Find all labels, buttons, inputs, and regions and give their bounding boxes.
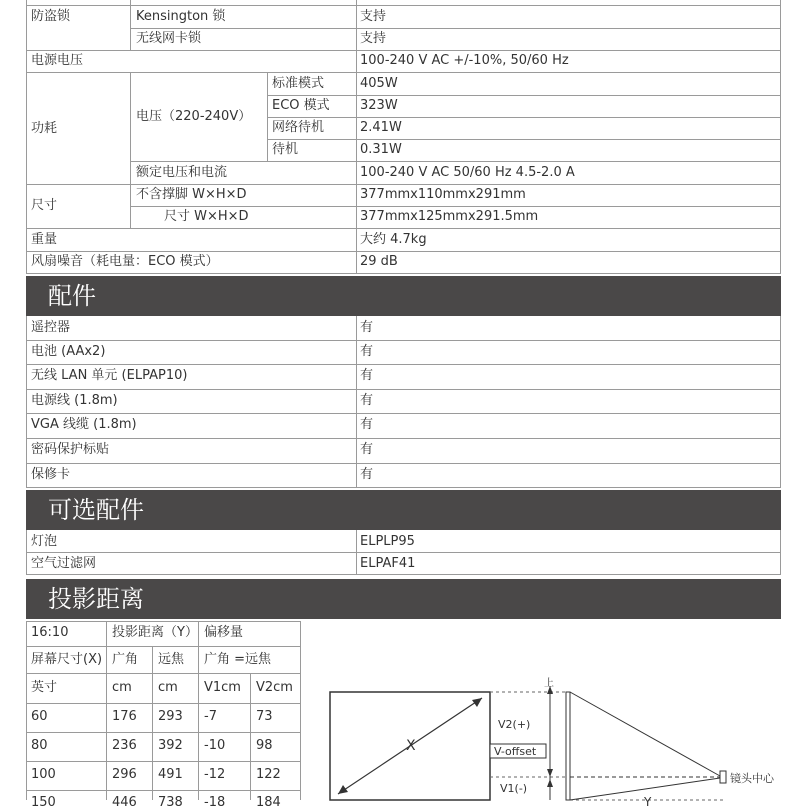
screen-size-label: 屏幕尺寸(X)	[31, 652, 103, 667]
wlan-lock-value: 支持	[360, 31, 387, 46]
accessory-value: 有	[360, 320, 374, 335]
power-voltage-value: 100-240 V AC +/-10%, 50/60 Hz	[360, 53, 569, 68]
accessory-name: 电池 (AAx2)	[31, 344, 106, 359]
table-cell: 122	[256, 767, 281, 782]
optional-name: 灯泡	[31, 534, 58, 549]
weight-label: 重量	[31, 232, 58, 247]
table-cell: 236	[112, 738, 137, 753]
unit-inch: 英寸	[31, 680, 58, 695]
dim-no-feet-label: 不含撑脚 W×H×D	[136, 187, 247, 202]
accessories-header	[26, 276, 781, 316]
accessory-name: 密码保护标贴	[31, 442, 110, 457]
mode-standard-label: 标准模式	[272, 76, 325, 91]
weight-value: 大约 4.7kg	[360, 232, 427, 247]
power-consumption-label: 功耗	[31, 121, 58, 136]
dim-value: 377mmx125mmx291.5mm	[360, 209, 539, 224]
table-cell: -12	[204, 767, 226, 782]
mode-standby-value: 0.31W	[360, 142, 402, 157]
lens-icon	[720, 771, 726, 783]
table-cell: 293	[158, 709, 183, 724]
top-label: 上	[544, 678, 554, 689]
optional-header	[26, 490, 781, 530]
voffset-label: V-offset	[494, 745, 537, 758]
throw-distance-label: 投影距离（Y）	[112, 625, 198, 640]
screen-side	[566, 692, 570, 800]
mode-eco-label: ECO 模式	[272, 98, 330, 113]
accessory-value: 有	[360, 368, 374, 383]
table-cell: -18	[204, 795, 226, 810]
accessory-value: 有	[360, 417, 374, 432]
arrow-up-icon	[547, 779, 553, 787]
accessory-name: 保修卡	[31, 467, 71, 482]
accessory-name: 无线 LAN 单元 (ELPAP10)	[31, 368, 188, 383]
fan-noise-label: 风扇噪音（耗电量：ECO 模式）	[31, 254, 219, 269]
unit-v2cm: V2cm	[256, 680, 293, 695]
kensington-label: Kensington 锁	[136, 9, 226, 24]
diagram-y-label: Y	[644, 795, 652, 809]
table-cell: 150	[31, 795, 56, 810]
wide-label: 广角	[112, 652, 139, 667]
table-cell: 184	[256, 795, 281, 810]
optional-value: ELPLP95	[360, 534, 415, 549]
accessory-name: VGA 线缆 (1.8m)	[31, 417, 137, 432]
dim-label: 尺寸 W×H×D	[164, 209, 249, 224]
accessory-name: 电源线 (1.8m)	[31, 393, 118, 408]
table-cell: 738	[158, 795, 183, 810]
table-cell: 392	[158, 738, 183, 753]
table-cell: 491	[158, 767, 183, 782]
projection-header	[26, 579, 781, 619]
v2-label: V2(+)	[498, 718, 531, 731]
anti-theft-label: 防盗锁	[31, 9, 71, 24]
projection-title: 投影距离	[48, 585, 144, 613]
dimensions-label: 尺寸	[31, 198, 58, 213]
arrow-head-icon	[338, 785, 348, 794]
projection-diagram	[320, 670, 790, 809]
accessory-value: 有	[360, 393, 374, 408]
arrow-down-icon	[547, 769, 553, 777]
optional-title: 可选配件	[48, 496, 144, 524]
tele-label: 远焦	[158, 652, 185, 667]
accessory-name: 遥控器	[31, 320, 71, 335]
table-cell: 73	[256, 709, 273, 724]
table-cell: 80	[31, 738, 48, 753]
table-cell: 60	[31, 709, 48, 724]
mode-eco-value: 323W	[360, 98, 398, 113]
arrow-head-icon	[472, 698, 482, 707]
voltage-range-label: 电压（220-240V）	[136, 109, 252, 124]
offset-label: 偏移量	[204, 625, 244, 640]
mode-standard-value: 405W	[360, 76, 398, 91]
aspect-ratio-label: 16:10	[31, 625, 69, 640]
wlan-lock-label: 无线网卡锁	[136, 31, 202, 46]
table-cell: 296	[112, 767, 137, 782]
table-cell: 98	[256, 738, 273, 753]
wide-eq-tele-label: 广角 =远焦	[204, 652, 272, 667]
lens-center-label: 镜头中心	[730, 772, 774, 785]
accessory-value: 有	[360, 467, 374, 482]
accessories-title: 配件	[48, 282, 96, 310]
accessory-value: 有	[360, 442, 374, 457]
kensington-value: 支持	[360, 9, 387, 24]
table-cell: -10	[204, 738, 226, 753]
diagram-x-label: X	[406, 738, 416, 754]
optional-name: 空气过滤网	[31, 556, 97, 571]
mode-standby-label: 待机	[272, 142, 299, 157]
optional-value: ELPAF41	[360, 556, 416, 571]
v1-label: V1(-)	[500, 782, 528, 795]
rated-value: 100-240 V AC 50/60 Hz 4.5-2.0 A	[360, 165, 575, 180]
table-cell: -7	[204, 709, 217, 724]
table-cell: 176	[112, 709, 137, 724]
unit-v1cm: V1cm	[204, 680, 241, 695]
accessory-value: 有	[360, 344, 374, 359]
table-cell: 446	[112, 795, 137, 810]
unit-cm: cm	[158, 680, 178, 695]
mode-network-standby-value: 2.41W	[360, 120, 402, 135]
power-voltage-label: 电源电压	[31, 53, 84, 68]
unit-cm: cm	[112, 680, 132, 695]
fan-noise-value: 29 dB	[360, 254, 398, 269]
table-cell: 100	[31, 767, 56, 782]
rated-label: 额定电压和电流	[136, 165, 228, 180]
beam-top	[570, 692, 720, 776]
dim-no-feet-value: 377mmx110mmx291mm	[360, 187, 526, 202]
mode-network-standby-label: 网络待机	[272, 120, 325, 135]
